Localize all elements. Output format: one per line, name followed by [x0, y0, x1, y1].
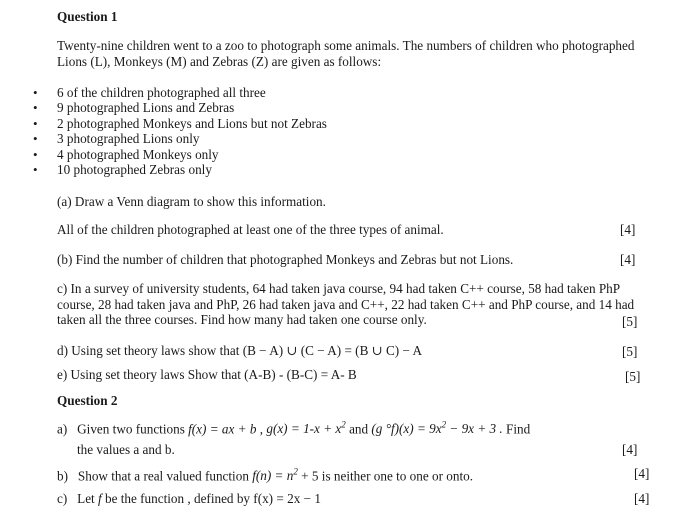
- part-label: b): [57, 468, 68, 484]
- marks-label: [4]: [620, 222, 636, 237]
- bullet-dot: •: [33, 147, 38, 162]
- composition-text: (g °f)(x) = 9x: [371, 421, 442, 437]
- bullet-dot: •: [33, 131, 38, 146]
- list-item: 2 photographed Monkeys and Lions but not Zebras: [57, 116, 327, 131]
- function-g-text: g(x) = 1-x + x: [266, 421, 342, 437]
- q2-part-a-line-2: the values a and b.: [77, 442, 175, 457]
- q1-part-d: d) Using set theory laws show that (B − A) ∪ (C − A) = (B ∪ C) − A: [57, 343, 423, 358]
- q1-part-c-line-2: course, 28 had taken java and PhP, 26 had taken java and C++, 22 had taken C++ and PhP course, and 14 had: [57, 297, 635, 312]
- q1-part-b: (b) Find the number of children that photographed Monkeys and Zebras but not Lions.: [57, 252, 514, 267]
- list-item: 6 of the children photographed all three: [57, 85, 266, 100]
- q2-part-b-rest: + 5 is neither one to one or onto.: [301, 468, 474, 484]
- q2-part-a-text: Given two functions: [77, 421, 185, 437]
- q1-note: All of the children photographed at least one of the three types of animal.: [57, 222, 444, 237]
- q2-part-c-text: be the function , defined by f(x) = 2x − 1: [104, 491, 321, 506]
- q1-part-a: (a) Draw a Venn diagram to show this information.: [57, 194, 326, 209]
- list-item: 4 photographed Monkeys only: [57, 147, 219, 162]
- part-label: c): [57, 491, 68, 506]
- function-fn-text: f(n) = n: [252, 468, 294, 484]
- q2-part-c: [57, 491, 321, 507]
- find-word: Find: [506, 421, 531, 437]
- q2-part-b-text: Show that a real valued function: [77, 468, 249, 484]
- q2-part-c-let: Let: [77, 491, 95, 506]
- conjunction: and: [349, 421, 369, 437]
- marks-label: [5]: [622, 344, 638, 359]
- marks-label: [5]: [625, 369, 641, 384]
- bullet-dot: •: [33, 100, 38, 115]
- question-1-heading: Question 1: [57, 9, 118, 24]
- bullet-dot: •: [33, 85, 38, 100]
- q2-part-b: [57, 465, 473, 484]
- q2-part-a: [57, 418, 530, 437]
- bullet-dot: •: [33, 116, 38, 131]
- exponent: 2: [293, 467, 298, 477]
- marks-label: [4]: [634, 466, 650, 481]
- function-f-definition: f(x) = ax + b ,: [188, 421, 264, 437]
- q1-intro-line-2: Lions (L), Monkeys (M) and Zebras (Z) are given as follows:: [57, 54, 382, 69]
- exponent: 2: [341, 420, 346, 430]
- bullet-dot: •: [33, 162, 38, 177]
- function-symbol: f: [98, 491, 102, 506]
- q1-part-c-line-1: c) In a survey of university students, 64 had taken java course, 94 had taken C++ course, 58 had taken PhP: [57, 281, 621, 296]
- function-g-definition: [266, 421, 345, 436]
- marks-label: [4]: [622, 442, 638, 457]
- composition-rest: − 9x + 3 .: [449, 421, 503, 437]
- marks-label: [4]: [634, 491, 650, 506]
- part-label: a): [57, 421, 68, 437]
- list-item: 3 photographed Lions only: [57, 131, 200, 146]
- composition-definition: [371, 421, 502, 436]
- list-item: 10 photographed Zebras only: [57, 162, 212, 177]
- function-fn: [252, 468, 298, 483]
- list-item: 9 photographed Lions and Zebras: [57, 100, 235, 115]
- q1-part-e: e) Using set theory laws Show that (A-B) - (B-C) = A- B: [57, 367, 357, 382]
- exponent: 2: [441, 420, 447, 430]
- q1-intro-line-1: Twenty-nine children went to a zoo to photograph some animals. The numbers of children who photographed: [57, 38, 635, 53]
- marks-label: [4]: [620, 252, 636, 267]
- question-2-heading: Question 2: [57, 393, 118, 408]
- q1-part-c-line-3: taken all the three courses. Find how many had taken one course only.: [57, 312, 427, 327]
- marks-label: [5]: [622, 314, 638, 329]
